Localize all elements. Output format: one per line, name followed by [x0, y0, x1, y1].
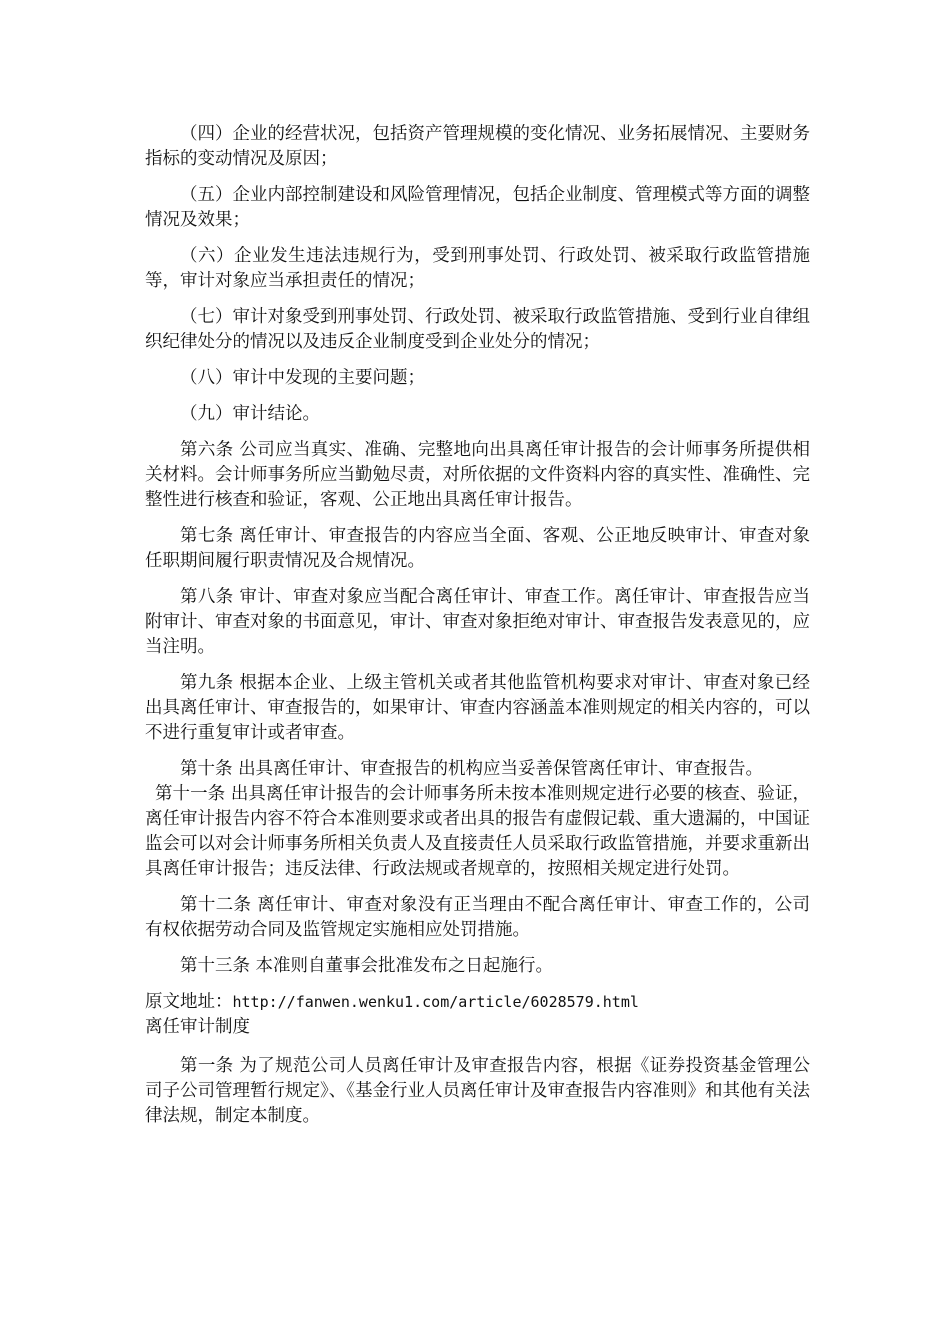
paragraph-item-6: （六）企业发生违法违规行为，受到刑事处罚、行政处罚、被采取行政监管措施等，审计对象应当承担责任的情况； — [145, 246, 810, 291]
article-10: 第十条 出具离任审计、审查报告的机构应当妥善保管离任审计、审查报告。 — [180, 759, 764, 779]
paragraph-item-9: （九）审计结论。 — [180, 404, 320, 424]
document-body — [145, 122, 810, 1140]
article-6: 第六条 公司应当真实、准确、完整地向出具离任审计报告的会计师事务所提供相关材料。会计师事务所应当勤勉尽责，对所依据的文件资料内容的真实性、准确性、完整性进行核查和验证，客观、公正地出具离任审计报告。 — [145, 440, 810, 510]
source-line — [145, 990, 810, 1015]
source-label: 原文地址： — [145, 992, 233, 1012]
article-11: 第十一条 出具离任审计报告的会计师事务所未按本准则规定进行必要的核查、验证，离任审计报告内容不符合本准则要求或者出具的报告有虚假记载、重大遗漏的，中国证监会可以对会计师事务所相关负责人及直接责任人员采取行政监管措施，并要求重新出具离任审计报告；违反法律、行政法规或者规章的，按照相关规定进行处罚。 — [145, 784, 810, 879]
document-title: 离任审计制度 — [145, 1017, 250, 1037]
paragraph-item-7: （七）审计对象受到刑事处罚、行政处罚、被采取行政监管措施、受到行业自律组织纪律处分的情况以及违反企业制度受到企业处分的情况； — [145, 307, 810, 352]
article-1: 第一条 为了规范公司人员离任审计及审查报告内容，根据《证券投资基金管理公司子公司管理暂行规定》、《基金行业人员离任审计及审查报告内容准则》和其他有关法律法规，制定本制度。 — [145, 1056, 810, 1126]
article-12: 第十二条 离任审计、审查对象没有正当理由不配合离任审计、审查工作的，公司有权依据劳动合同及监管规定实施相应处罚措施。 — [145, 895, 810, 940]
article-9: 第九条 根据本企业、上级主管机关或者其他监管机构要求对审计、审查对象已经出具离任审计、审查报告的，如果审计、审查内容涵盖本准则规定的相关内容的，可以不进行重复审计或者审查。 — [145, 673, 810, 743]
paragraph-item-8: （八）审计中发现的主要问题； — [180, 368, 425, 388]
article-7: 第七条 离任审计、审查报告的内容应当全面、客观、公正地反映审计、审查对象任职期间履行职责情况及合规情况。 — [145, 526, 810, 571]
paragraph-item-5: （五）企业内部控制建设和风险管理情况，包括企业制度、管理模式等方面的调整情况及效果； — [145, 185, 810, 230]
article-13: 第十三条 本准则自董事会批准发布之日起施行。 — [180, 956, 554, 976]
source-url-link[interactable]: http://fanwen.wenku1.com/article/6028579.html — [232, 993, 639, 1011]
paragraph-item-4: （四）企业的经营状况，包括资产管理规模的变化情况、业务拓展情况、主要财务指标的变动情况及原因； — [145, 124, 810, 169]
article-8: 第八条 审计、审查对象应当配合离任审计、审查工作。离任审计、审查报告应当附审计、审查对象的书面意见，审计、审查对象拒绝对审计、审查报告发表意见的，应当注明。 — [145, 587, 810, 657]
